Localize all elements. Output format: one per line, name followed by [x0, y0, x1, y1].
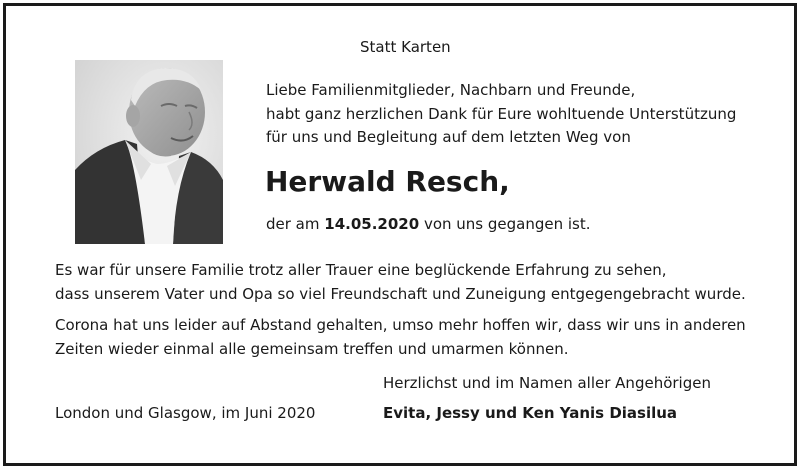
thanks-paragraph — [55, 259, 746, 306]
intro-line: Liebe Familienmitglieder, Nachbarn und Freunde, — [266, 81, 636, 99]
intro-text — [266, 79, 736, 150]
intro-line: für uns und Begleitung auf dem letzten Weg von — [266, 128, 631, 146]
paragraph-line: Zeiten wieder einmal alle gemeinsam treffen und umarmen können. — [55, 339, 569, 358]
paragraph-line: Corona hat uns leider auf Abstand gehalten, umso mehr hoffen wir, dass wir uns in anderen — [55, 316, 746, 334]
paragraph-line: dass unserem Vater und Opa so viel Freundschaft und Zuneigung entgegengebracht wurde. — [55, 284, 746, 303]
portrait-photo — [75, 60, 223, 244]
paragraph-line: Es war für unsere Familie trotz aller Trauer eine beglückende Erfahrung zu sehen, — [55, 261, 667, 279]
death-date: 14.05.2020 — [324, 215, 420, 233]
notice-heading: Statt Karten — [360, 38, 451, 56]
place-date: London und Glasgow, im Juni 2020 — [55, 404, 316, 422]
death-suffix: von uns gegangen ist. — [419, 215, 591, 233]
intro-line: habt ganz herzlichen Dank für Eure wohltuende Unterstützung — [266, 104, 737, 123]
corona-paragraph — [55, 314, 746, 361]
death-line — [266, 214, 591, 234]
closing-line: Herzlichst und im Namen aller Angehörigen — [383, 374, 711, 392]
signers: Evita, Jessy und Ken Yanis Diasilua — [383, 404, 678, 422]
death-prefix: der am — [266, 215, 325, 233]
deceased-name: Herwald Resch, — [265, 165, 510, 198]
